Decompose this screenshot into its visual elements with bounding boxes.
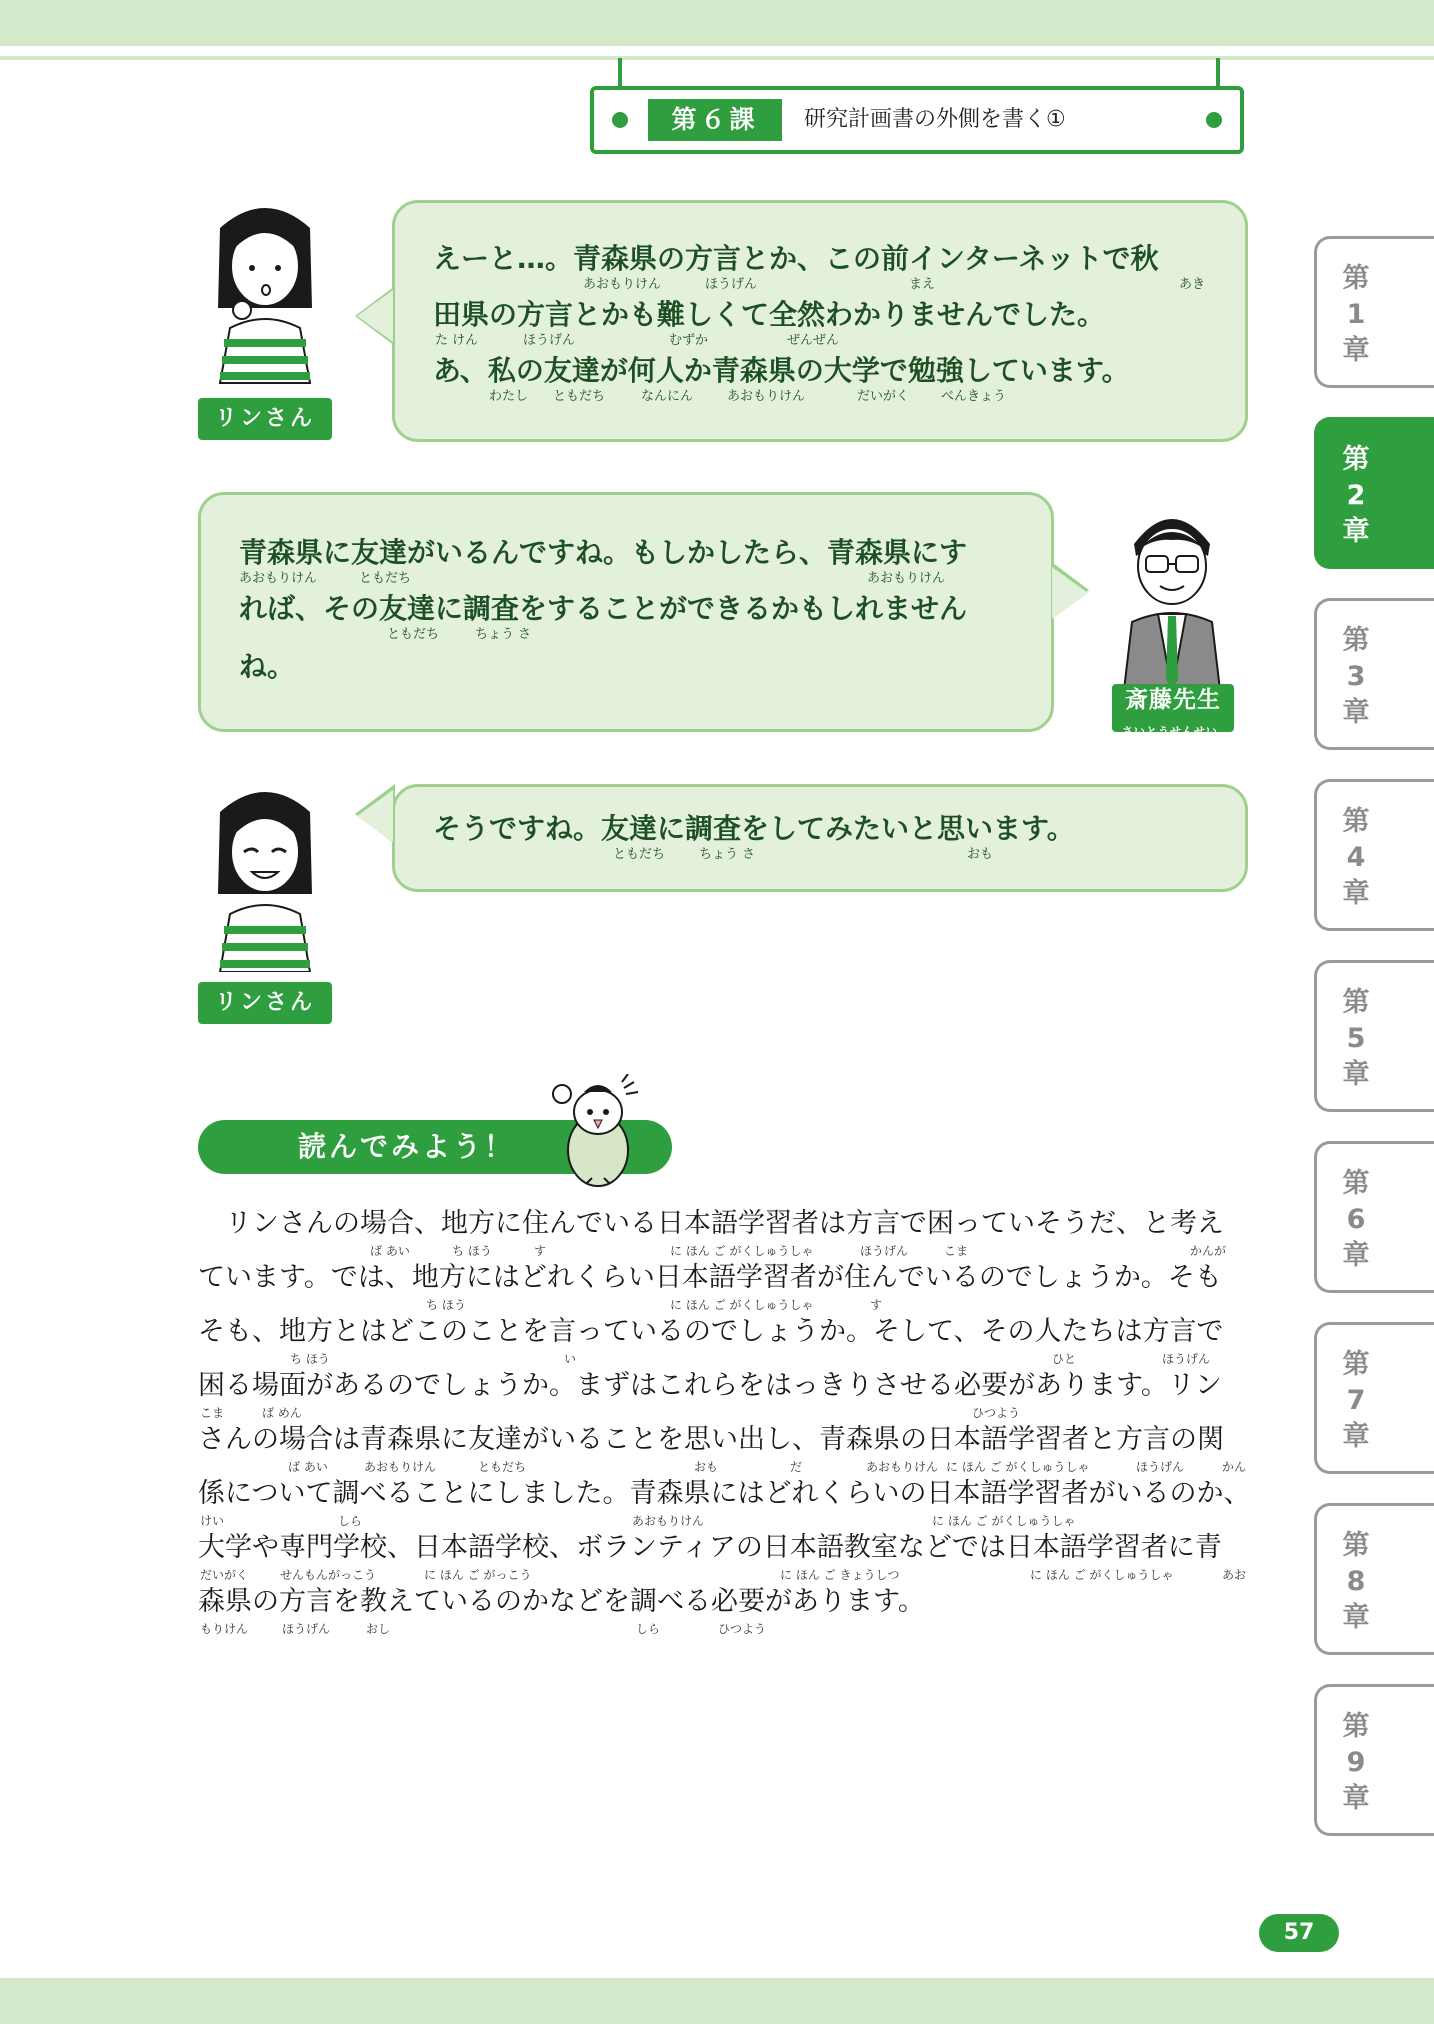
chapter-tab-7[interactable]	[1314, 1322, 1434, 1474]
header-dot-right	[1206, 112, 1222, 128]
furigana: おし	[366, 1622, 391, 1636]
furigana: あおもりけん	[583, 277, 662, 292]
furigana: むずか	[669, 333, 709, 348]
chapter-tab-label: 第 8 章	[1342, 1530, 1370, 1633]
furigana: ちょう さ	[475, 627, 532, 642]
furigana: に ほん ご がくしゅうしゃ	[932, 1514, 1076, 1528]
bubble-tail-fill	[1052, 567, 1088, 619]
lesson-title: 研究計画書の外側を書く①	[804, 107, 1066, 132]
dialog-line: ね。	[239, 650, 296, 683]
chapter-tab-9[interactable]	[1314, 1684, 1434, 1836]
furigana: けい	[200, 1514, 225, 1528]
furigana: ば あい	[288, 1460, 328, 1474]
furigana: あき	[1179, 277, 1206, 292]
furigana: ともだち	[387, 627, 440, 642]
furigana: ほうげん	[860, 1244, 909, 1258]
chapter-tab-label: 第 9 章	[1342, 1711, 1370, 1814]
furigana: まえ	[909, 277, 936, 292]
speaker-name-tag: リンさん	[198, 398, 332, 440]
chapter-tab-label: 第 7 章	[1342, 1349, 1370, 1452]
furigana: わたし	[489, 389, 529, 404]
furigana: だいがく	[200, 1568, 249, 1582]
body-line: そも、地方とはどこのことを言っているのでしょうか。そして、その人たちは方言で	[198, 1316, 1224, 1347]
body-line: さんの場合は青森県に友達がいることを思い出し、青森県の日本語学習者と方言の関	[198, 1424, 1224, 1455]
teacher-illustration	[1112, 494, 1232, 690]
dialog-line: れば、その友達に調査をすることができるかもしれません	[239, 592, 968, 625]
furigana: あおもりけん	[727, 389, 806, 404]
dialog-line: 青森県に友達がいるんですね。もしかしたら、青森県にす	[239, 536, 968, 569]
speech-bubble-2	[198, 492, 1054, 732]
section-title: 読んでみよう！	[298, 1130, 516, 1163]
furigana: かん	[1222, 1460, 1247, 1474]
chapter-tab-label: 第 2 章	[1342, 444, 1370, 547]
furigana: ひつよう	[718, 1622, 767, 1636]
furigana: ち ほう	[290, 1352, 330, 1366]
girl-smiling-illustration	[200, 782, 330, 972]
chapter-tab-4[interactable]	[1314, 779, 1434, 931]
furigana: い	[564, 1352, 577, 1366]
furigana: かんが	[1190, 1244, 1227, 1258]
chapter-tab-6[interactable]	[1314, 1141, 1434, 1293]
body-line: ています。では、地方にはどれくらい日本語学習者が住んでいるのでしょうか。そも	[198, 1262, 1222, 1293]
furigana: ともだち	[553, 389, 606, 404]
furigana: しら	[338, 1514, 363, 1528]
furigana: ひつよう	[972, 1406, 1021, 1420]
teacher-name-furigana: さいとうせんせい	[1122, 725, 1218, 738]
furigana: ち ほう	[426, 1298, 466, 1312]
furigana: に ほん ご がっこう	[424, 1568, 532, 1582]
furigana: ち ほう	[452, 1244, 492, 1258]
lesson-header	[590, 86, 1244, 154]
furigana: もりけん	[200, 1622, 249, 1636]
bird-mascot-icon	[548, 1074, 644, 1190]
furigana: に ほん ご きょうしつ	[780, 1568, 900, 1582]
chapter-tab-label: 第 3 章	[1342, 625, 1370, 728]
furigana: あおもりけん	[364, 1460, 437, 1474]
furigana: に ほん ご がくしゅうしゃ	[1030, 1568, 1174, 1582]
chapter-tab-3[interactable]	[1314, 598, 1434, 750]
furigana: あお	[1222, 1568, 1247, 1582]
speech-bubble-1	[392, 200, 1248, 442]
furigana: ぜんぜん	[787, 333, 840, 348]
furigana: ほうげん	[523, 333, 576, 348]
furigana: ともだち	[359, 571, 412, 586]
furigana: に ほん ご がくしゅうしゃ	[670, 1298, 814, 1312]
furigana: あおもりけん	[239, 571, 318, 586]
furigana: ほうげん	[282, 1622, 331, 1636]
dialog-line: そうですね。友達に調査をしてみたいと思います。	[433, 812, 1075, 845]
furigana: べんきょう	[941, 389, 1007, 404]
furigana: ともだち	[478, 1460, 527, 1474]
speaker-name-tag: リンさん	[198, 982, 332, 1024]
chapter-tab-label: 第 4 章	[1342, 806, 1370, 909]
furigana: ほうげん	[1162, 1352, 1211, 1366]
furigana: おも	[694, 1460, 719, 1474]
dialog-line: あ、私の友達が何人か青森県の大学で勉強しています。	[433, 354, 1130, 387]
furigana: ひと	[1052, 1352, 1077, 1366]
furigana: だ	[790, 1460, 803, 1474]
furigana: なんにん	[641, 389, 694, 404]
chapter-tab-1[interactable]	[1314, 236, 1434, 388]
body-line: リンさんの場合、地方に住んでいる日本語学習者は方言で困っていそうだ、と考え	[198, 1208, 1224, 1239]
girl-thinking-illustration	[200, 198, 330, 388]
body-line: 困る場面があるのでしょうか。まずはこれらをはっきりさせる必要があります。リン	[198, 1370, 1222, 1401]
furigana: す	[870, 1298, 883, 1312]
furigana: こま	[200, 1406, 225, 1420]
bubble-tail-fill	[357, 290, 393, 342]
furigana: あおもりけん	[867, 571, 946, 586]
furigana: あおもりけん	[632, 1514, 705, 1528]
furigana: ば あい	[370, 1244, 410, 1258]
furigana: しら	[636, 1622, 661, 1636]
furigana: た けん	[435, 333, 479, 348]
lesson-number-badge: 第６課	[648, 99, 782, 141]
body-line: 係について調べることにしました。青森県にはどれくらいの日本語学習者がいるのか、	[198, 1478, 1251, 1509]
header-dot-left	[612, 112, 628, 128]
chapter-tab-5[interactable]	[1314, 960, 1434, 1112]
furigana: す	[534, 1244, 547, 1258]
furigana: ともだち	[613, 847, 666, 862]
teacher-name-tag	[1112, 684, 1234, 738]
furigana: に ほん ご がくしゅうしゃ	[946, 1460, 1090, 1474]
furigana: ちょう さ	[699, 847, 756, 862]
chapter-tab-label: 第 1 章	[1342, 263, 1370, 366]
furigana: おも	[967, 847, 994, 862]
furigana: ほうげん	[705, 277, 758, 292]
top-color-band	[0, 0, 1434, 46]
body-line: 森県の方言を教えているのかなどを調べる必要があります。	[198, 1586, 925, 1617]
furigana: ほうげん	[1136, 1460, 1185, 1474]
body-line: 大学や専門学校、日本語学校、ボランティアの日本語教室などでは日本語学習者に青	[198, 1532, 1222, 1563]
bubble-tail-fill	[357, 790, 393, 842]
chapter-tab-label: 第 6 章	[1342, 1168, 1370, 1271]
furigana: に ほん ご がくしゅうしゃ	[670, 1244, 814, 1258]
bottom-color-band	[0, 1978, 1434, 2024]
chapter-tab-2[interactable]	[1314, 417, 1434, 569]
chapter-tab-8[interactable]	[1314, 1503, 1434, 1655]
furigana: こま	[944, 1244, 969, 1258]
dialog-line: 田県の方言とかも難しくて全然わかりませんでした。	[433, 298, 1106, 331]
chapter-tab-label: 第 5 章	[1342, 987, 1370, 1090]
furigana: ば めん	[262, 1406, 302, 1420]
teacher-name: 斎藤先生	[1125, 687, 1221, 713]
furigana: だいがく	[857, 389, 910, 404]
page-number: 57	[1259, 1914, 1339, 1952]
speech-bubble-3	[392, 784, 1248, 892]
dialog-line: えーと…。青森県の方言とか、この前インターネットで秋	[433, 242, 1159, 275]
furigana: あおもりけん	[866, 1460, 939, 1474]
furigana: せんもんがっこう	[280, 1568, 377, 1582]
